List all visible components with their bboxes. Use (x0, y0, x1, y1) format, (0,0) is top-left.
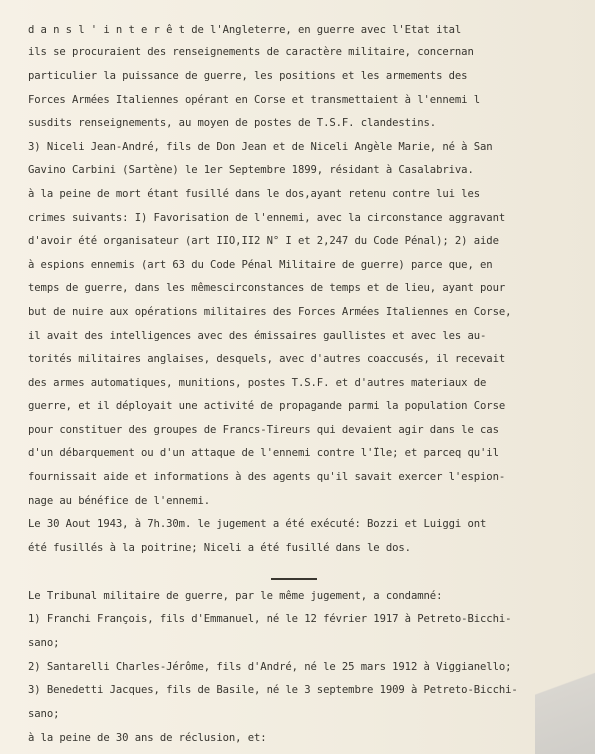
text-line: il avait des intelligences avec des émissaires gaullistes et avec les au- (28, 330, 487, 342)
text-line: Forces Armées Italiennes opérant en Corse et transmettaient à l'ennemi l (28, 94, 481, 106)
text-line: 3) Niceli Jean-André, fils de Don Jean et de Niceli Angèle Marie, né à San (28, 141, 493, 153)
text-line: des armes automatiques, munitions, postes T.S.F. et d'autres materiaux de (28, 377, 487, 389)
text-line: nage au bénéfice de l'ennemi. (28, 495, 211, 507)
text-line: d'un débarquement ou d'un attaque de l'ennemi contre l'Île; et parceq qu'il (28, 447, 499, 459)
text-line: ils se procuraient des renseignements de caractère militaire, concernan (28, 46, 474, 58)
text-line: 3) Benedetti Jacques, fils de Basile, né le 3 septembre 1909 à Petreto-Bicchi- (28, 684, 518, 696)
text-line: susdits renseignements, au moyen de postes de T.S.F. clandestins. (28, 117, 437, 129)
text-line: but de nuire aux opérations militaires des Forces Armées Italiennes en Corse, (28, 306, 512, 318)
text-line: sano; (28, 708, 60, 720)
text-line: pour constituer des groupes de Francs-Tireurs qui devaient agir dans le cas (28, 424, 499, 436)
text-line: à espions ennemis (art 63 du Code Pénal Militaire de guerre) parce que, en (28, 259, 493, 271)
text-line: à la peine de mort étant fusillé dans le dos,ayant retenu contre lui les (28, 188, 481, 200)
text-line: fournissait aide et informations à des agents qu'il savait exercer l'espion- (28, 471, 506, 483)
text-line: guerre, et il déployait une activité de propagande parmi la population Corse (28, 400, 506, 412)
separator-rule (271, 578, 317, 580)
text-line: temps de guerre, dans les mêmescirconstances de temps et de lieu, ayant pour (28, 282, 506, 294)
text-line: Le Tribunal militaire de guerre, par le même jugement, a condamné: (28, 590, 443, 602)
text-line: Le 30 Aout 1943, à 7h.30m. le jugement a été exécuté: Bozzi et Luiggi ont (28, 518, 487, 530)
page-corner-fold (535, 650, 595, 754)
text-line: 2) Santarelli Charles-Jérôme, fils d'André, né le 25 mars 1912 à Viggianello; (28, 661, 512, 673)
text-line: particulier la puissance de guerre, les positions et les armements des (28, 70, 468, 82)
text-line: sano; (28, 637, 60, 649)
text-line: Gavino Carbini (Sartène) le 1er Septembre 1899, résidant à Casalabriva. (28, 164, 474, 176)
text-line: d'avoir été organisateur (art IIO,II2 N° I et 2,247 du Code Pénal); 2) aide (28, 235, 499, 247)
text-line: torités militaires anglaises, desquels, avec d'autres coaccusés, il recevait (28, 353, 506, 365)
text-line: été fusillés à la poitrine; Niceli a été fusillé dans le dos. (28, 542, 411, 554)
text-line: d a n s l ' i n t e r ê t de l'Angleterre, en guerre avec l'Etat ital (28, 24, 462, 36)
text-line: crimes suivants: I) Favorisation de l'ennemi, avec la circonstance aggravant (28, 212, 506, 224)
text-line: à la peine de 30 ans de réclusion, et: (28, 732, 267, 744)
text-line: 1) Franchi François, fils d'Emmanuel, né le 12 février 1917 à Petreto-Bicchi- (28, 613, 512, 625)
